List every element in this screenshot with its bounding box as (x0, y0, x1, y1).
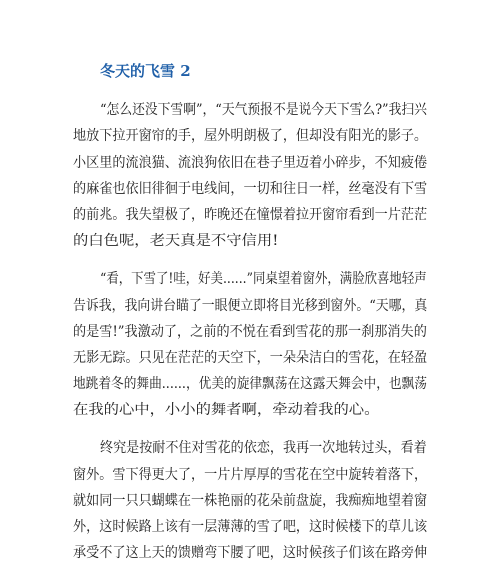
paragraph-line: 窗外。雪下得更大了，一片片厚厚的雪花在空中旋转着落下， (73, 467, 428, 483)
paragraph-line: 就如同一只只蝴蝶在一株艳丽的花朵前盘旋，我痴痴地望着窗 (73, 493, 428, 509)
paragraph-line: 无影无踪。只见在茫茫的天空下，一朵朵洁白的雪花，在轻盈 (73, 350, 428, 366)
article-title: 冬天的飞雪 2 (100, 62, 191, 80)
paragraph-line: 外，这时候路上该有一层薄薄的雪了吧，这时候楼下的草儿该 (73, 519, 428, 535)
paragraph-line: 地放下拉开窗帘的手，屋外明朗极了，但却没有阳光的影子。 (73, 128, 428, 144)
paragraph-line: 在我的心中，小小的舞者啊，牵动着我的心。 (73, 402, 380, 418)
paragraph-line: 承受不了这上天的馈赠弯下腰了吧，这时候孩子们该在路旁伸 (73, 545, 428, 561)
paragraph-line: 的是雪!”我激动了，之前的不悦在看到雪花的那一刹那消失的 (73, 324, 427, 340)
paragraph-line: “看，下雪了!哇，好美......”同桌望着窗外，满脸欣喜地轻声 (100, 271, 427, 287)
paragraph-line: 终究是按耐不住对雪花的依恋，我再一次地转过头，看着 (100, 440, 427, 456)
paragraph-line: 地跳着冬的舞曲......，优美的旋律飘荡在这露天舞会中，也飘荡 (73, 376, 427, 392)
paragraph-line: 小区里的流浪猫、流浪狗依旧在巷子里迈着小碎步，不知疲倦 (73, 155, 428, 171)
paragraph-line: “怎么还没下雪啊”，“天气预报不是说今天下雪么?”我扫兴 (100, 102, 427, 118)
paragraph-line: 的白色呢，老天真是不守信用! (73, 233, 279, 249)
paragraph-line: 的前兆。我失望极了，昨晚还在憧憬着拉开窗帘看到一片茫茫 (73, 207, 428, 223)
paragraph-line: 告诉我，我向讲台瞄了一眼便立即将目光移到窗外。“天哪，真 (73, 298, 428, 314)
paragraph-line: 的麻雀也依旧徘徊于电线间，一切和往日一样，丝毫没有下雪 (73, 181, 428, 197)
